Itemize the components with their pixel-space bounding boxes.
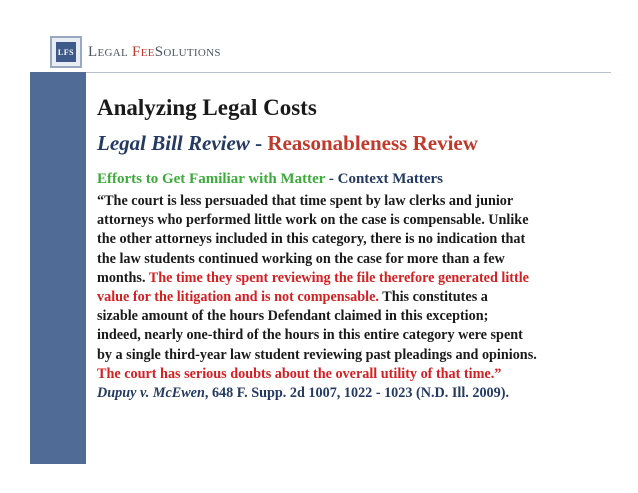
logo-mark-text: LFS <box>56 42 76 62</box>
subtitle-dash: - <box>249 131 268 155</box>
side-accent-bar <box>30 72 86 464</box>
quote-line: indeed, nearly one-third of the hours in this entire category were spent <box>97 327 523 344</box>
logo-wordmark <box>88 44 221 61</box>
court-quote <box>97 192 617 403</box>
quote-line <box>97 288 617 307</box>
citation-case-name: Dupuy v. McEwen <box>97 385 205 402</box>
lfs-logo-icon <box>50 36 82 68</box>
section-heading-green: Efforts to Get Familiar with Matter <box>97 171 326 187</box>
quote-highlight: The time they spent reviewing the file therefore generated little <box>148 269 529 286</box>
citation-reporter: , 648 F. Supp. 2d 1007, 1022 - 1023 (N.D. Ill. 2009). <box>204 385 510 402</box>
subtitle-reasonableness: Reasonableness Review <box>267 131 478 155</box>
subtitle-bill-review: Legal Bill Review <box>97 131 250 155</box>
quote-line: the law students continued working on the case for more than a few <box>97 250 505 267</box>
logo-legal: Legal <box>88 43 133 60</box>
quote-highlight: value for the litigation and is not compensable. <box>97 289 379 306</box>
citation <box>97 384 617 403</box>
quote-line: “The court is less persuaded that time spent by law clerks and junior <box>97 193 514 209</box>
header-rule <box>86 72 611 73</box>
quote-text: This constitutes a <box>378 289 488 306</box>
logo-solutions: Solutions <box>154 43 221 60</box>
quote-line: by a single third-year law student reviewing past pleadings and opinions. <box>97 346 537 363</box>
quote-line <box>97 269 617 288</box>
quote-line: the other attorneys included in this category, there is no indication that <box>97 231 526 248</box>
quote-line: attorneys who performed little work on the case is compensable. Unlike <box>97 212 529 229</box>
section-heading-rest: - Context Matters <box>325 171 444 187</box>
slide-content <box>97 93 617 403</box>
logo-fee: Fee <box>132 43 155 60</box>
quote-line-highlight: The court has serious doubts about the overall utility of that time.” <box>97 365 502 382</box>
quote-text: months. <box>97 269 149 286</box>
quote-line: sizable amount of the hours Defendant claimed in this exception; <box>97 308 489 325</box>
slide-subtitle <box>97 129 617 157</box>
company-logo <box>50 35 221 69</box>
section-heading <box>97 169 617 189</box>
slide-title: Analyzing Legal Costs <box>97 95 317 120</box>
